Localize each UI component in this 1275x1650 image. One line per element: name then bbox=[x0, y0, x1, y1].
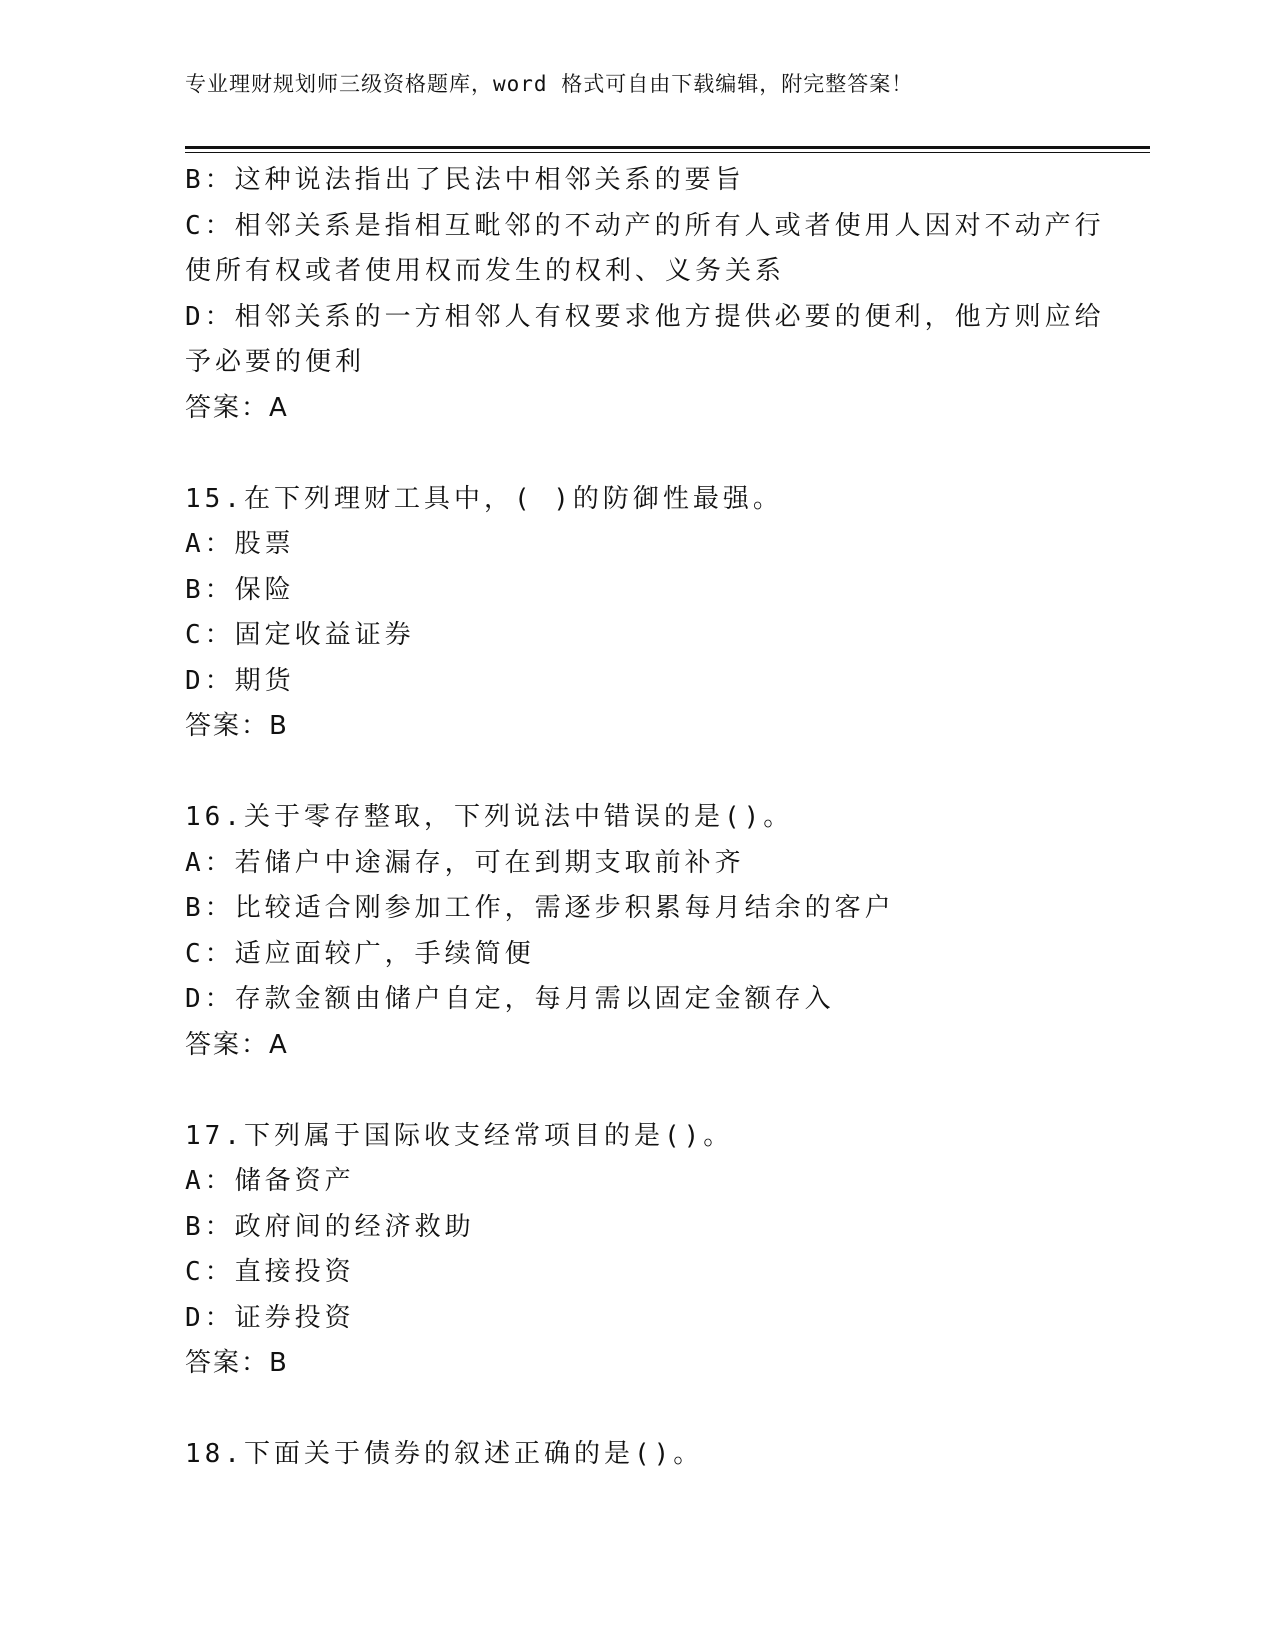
option-line: A：若储户中途漏存，可在到期支取前补齐 bbox=[185, 847, 745, 878]
option-line: C：相邻关系是指相互毗邻的不动产的所有人或者使用人因对不动产行 bbox=[185, 210, 1105, 241]
option-line: 予必要的便利 bbox=[185, 347, 366, 377]
option-line: D：期货 bbox=[185, 665, 295, 696]
spacer bbox=[185, 1068, 1085, 1114]
spacer bbox=[185, 750, 1085, 796]
answer-line: 答案：B bbox=[185, 711, 289, 741]
option-line: D：存款金额由储户自定，每月需以固定金额存入 bbox=[185, 984, 835, 1014]
option-line: B：政府间的经济救助 bbox=[185, 1211, 475, 1242]
header-rule-thick bbox=[185, 146, 1150, 149]
option-line: 使所有权或者使用权而发生的权利、义务关系 bbox=[185, 256, 786, 286]
question-stem: 15.在下列理财工具中，( )的防御性最强。 bbox=[185, 483, 783, 514]
answer-line: 答案：A bbox=[185, 392, 289, 423]
answer-line: 答案：A bbox=[185, 1029, 289, 1060]
option-line: D：相邻关系的一方相邻人有权要求他方提供必要的便利，他方则应给 bbox=[185, 301, 1105, 332]
option-line: B：比较适合刚参加工作，需逐步积累每月结余的客户 bbox=[185, 893, 895, 923]
spacer bbox=[185, 1387, 1085, 1433]
option-line: C：适应面较广，手续简便 bbox=[185, 938, 535, 969]
question-stem: 18.下面关于债券的叙述正确的是()。 bbox=[185, 1439, 704, 1469]
option-line: A：储备资产 bbox=[185, 1166, 355, 1196]
option-line: A：股票 bbox=[185, 529, 295, 559]
question-content bbox=[185, 158, 1105, 1478]
page-header: 专业理财规划师三级资格题库，word 格式可自由下载编辑，附完整答案！ bbox=[185, 72, 914, 96]
question-stem: 17.下列属于国际收支经常项目的是()。 bbox=[185, 1120, 734, 1151]
spacer bbox=[185, 431, 1085, 477]
option-line: B：保险 bbox=[185, 574, 295, 605]
option-line: C：直接投资 bbox=[185, 1257, 355, 1287]
option-line: B：这种说法指出了民法中相邻关系的要旨 bbox=[185, 165, 745, 195]
option-line: D：证券投资 bbox=[185, 1302, 355, 1333]
header-rule-thin bbox=[185, 152, 1150, 153]
option-line: C：固定收益证券 bbox=[185, 620, 415, 650]
question-stem: 16.关于零存整取，下列说法中错误的是()。 bbox=[185, 802, 794, 832]
answer-line: 答案：B bbox=[185, 1348, 289, 1378]
